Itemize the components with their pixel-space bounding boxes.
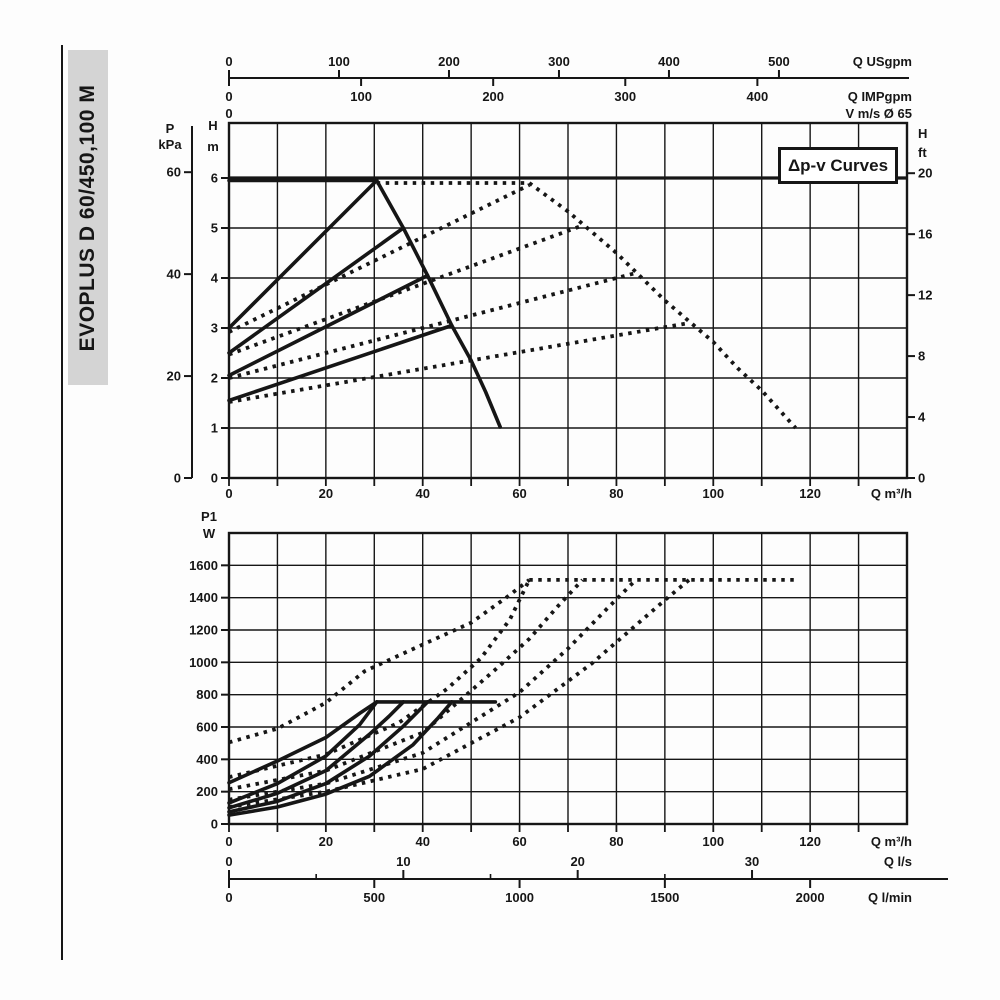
kpa-tick-label: 60 bbox=[166, 164, 181, 180]
kpa-tick-label: 40 bbox=[166, 266, 181, 282]
power-q-tick-label: 0 bbox=[225, 834, 233, 849]
curve-dpv-line2-single bbox=[229, 228, 403, 353]
curve-dpv-line4-single bbox=[229, 326, 452, 401]
usgpm-tick-label: 400 bbox=[658, 54, 680, 69]
curve-max-speed-drop-parallel bbox=[529, 183, 795, 428]
power-q-tick-label: 120 bbox=[799, 834, 821, 849]
power-q-tick-label: 40 bbox=[415, 834, 430, 849]
ft-tick-label: 20 bbox=[918, 165, 933, 181]
curve-dpv-line1-single bbox=[229, 181, 377, 329]
ft-axis-title: H bbox=[918, 126, 928, 141]
head-q-tick-label: 60 bbox=[512, 486, 527, 501]
usgpm-tick-label: 0 bbox=[225, 54, 233, 69]
kpa-axis-title: P bbox=[165, 121, 175, 136]
ft-tick-label: 0 bbox=[918, 470, 926, 486]
lmin-tick-label: 0 bbox=[225, 890, 233, 905]
head-q-axis-title: Q m³/h bbox=[870, 486, 912, 501]
power-q-axis-title: Q m³/h bbox=[870, 834, 912, 849]
impgpm-axis-title: Q IMPgpm bbox=[847, 89, 912, 104]
head-q-tick-label: 120 bbox=[799, 486, 821, 501]
lmin-tick-label: 1500 bbox=[650, 890, 680, 905]
head-m-tick-label: 0 bbox=[210, 470, 218, 486]
usgpm-tick-label: 300 bbox=[548, 54, 570, 69]
curve-max-power-rise-parallel bbox=[229, 580, 529, 742]
impgpm-tick-label: 200 bbox=[482, 89, 505, 104]
ft-axis-title: ft bbox=[918, 145, 927, 160]
impgpm-tick-label: 400 bbox=[746, 89, 769, 104]
watt-tick-label: 1400 bbox=[189, 590, 218, 606]
legend-label: Δp-v Curves bbox=[787, 155, 889, 175]
ft-tick-label: 4 bbox=[918, 409, 926, 425]
head-m-axis-title: H bbox=[208, 118, 218, 133]
ft-tick-label: 16 bbox=[918, 226, 933, 242]
velocity-tick-label: 0 bbox=[225, 106, 233, 121]
model-label: EVOPLUS D 60/450,100 M bbox=[76, 84, 99, 351]
head-m-tick-label: 2 bbox=[210, 370, 218, 386]
velocity-axis-title: V m/s Ø 65 bbox=[845, 106, 912, 121]
watt-tick-label: 800 bbox=[196, 687, 218, 703]
lmin-tick-label: 1000 bbox=[505, 890, 535, 905]
curve-dpv-line4-parallel bbox=[229, 323, 689, 402]
watt-axis-title: P1 bbox=[201, 509, 217, 524]
curve-dpv-line3-single bbox=[229, 276, 428, 376]
head-q-tick-label: 40 bbox=[415, 486, 430, 501]
watt-tick-label: 1200 bbox=[189, 622, 218, 638]
watt-tick-label: 0 bbox=[210, 816, 218, 832]
power-q-tick-label: 80 bbox=[609, 834, 624, 849]
curve-dpv-line2-parallel bbox=[229, 226, 583, 355]
usgpm-tick-label: 100 bbox=[328, 54, 350, 69]
ls-tick-label: 30 bbox=[744, 854, 760, 869]
power-q-tick-label: 20 bbox=[318, 834, 334, 849]
lmin-tick-label: 2000 bbox=[795, 890, 825, 905]
ls-tick-label: 0 bbox=[225, 854, 233, 869]
ls-tick-label: 20 bbox=[570, 854, 585, 869]
head-q-tick-label: 80 bbox=[609, 486, 624, 501]
kpa-axis-title: kPa bbox=[158, 137, 182, 152]
lmin-axis-title: Q l/min bbox=[867, 890, 912, 905]
impgpm-tick-label: 100 bbox=[350, 89, 372, 104]
head-m-tick-label: 4 bbox=[210, 270, 218, 286]
kpa-tick-label: 0 bbox=[173, 470, 181, 486]
ls-axis-title: Q l/s bbox=[883, 854, 912, 869]
lmin-tick-label: 500 bbox=[363, 890, 386, 905]
head-q-tick-label: 100 bbox=[702, 486, 725, 501]
curve-max-speed-drop-single bbox=[377, 181, 500, 428]
kpa-tick-label: 20 bbox=[166, 368, 181, 384]
usgpm-tick-label: 200 bbox=[438, 54, 460, 69]
ls-tick-label: 10 bbox=[396, 854, 411, 869]
head-q-tick-label: 20 bbox=[318, 486, 334, 501]
usgpm-axis-title: Q USgpm bbox=[852, 54, 912, 69]
head-m-axis-title: m bbox=[207, 139, 219, 154]
head-m-tick-label: 6 bbox=[210, 170, 218, 186]
head-q-tick-label: 0 bbox=[225, 486, 233, 501]
head-m-tick-label: 5 bbox=[210, 220, 218, 236]
curve-dpv-line1-parallel bbox=[229, 185, 529, 332]
watt-tick-label: 600 bbox=[196, 719, 218, 735]
watt-tick-label: 200 bbox=[196, 784, 218, 800]
impgpm-tick-label: 300 bbox=[614, 89, 637, 104]
ft-tick-label: 12 bbox=[918, 287, 933, 303]
head-m-tick-label: 1 bbox=[210, 420, 218, 436]
power-q-tick-label: 100 bbox=[702, 834, 725, 849]
watt-tick-label: 1600 bbox=[189, 557, 218, 573]
impgpm-tick-label: 0 bbox=[225, 89, 233, 104]
curve-power-dpv3-parallel bbox=[229, 580, 636, 800]
power-q-tick-label: 60 bbox=[512, 834, 527, 849]
legend-box bbox=[778, 147, 898, 184]
watt-tick-label: 1000 bbox=[189, 654, 218, 670]
watt-tick-label: 400 bbox=[196, 751, 218, 767]
watt-axis-title: W bbox=[202, 526, 216, 541]
head-m-tick-label: 3 bbox=[210, 320, 218, 336]
ft-tick-label: 8 bbox=[918, 348, 926, 364]
usgpm-tick-label: 500 bbox=[768, 54, 790, 69]
